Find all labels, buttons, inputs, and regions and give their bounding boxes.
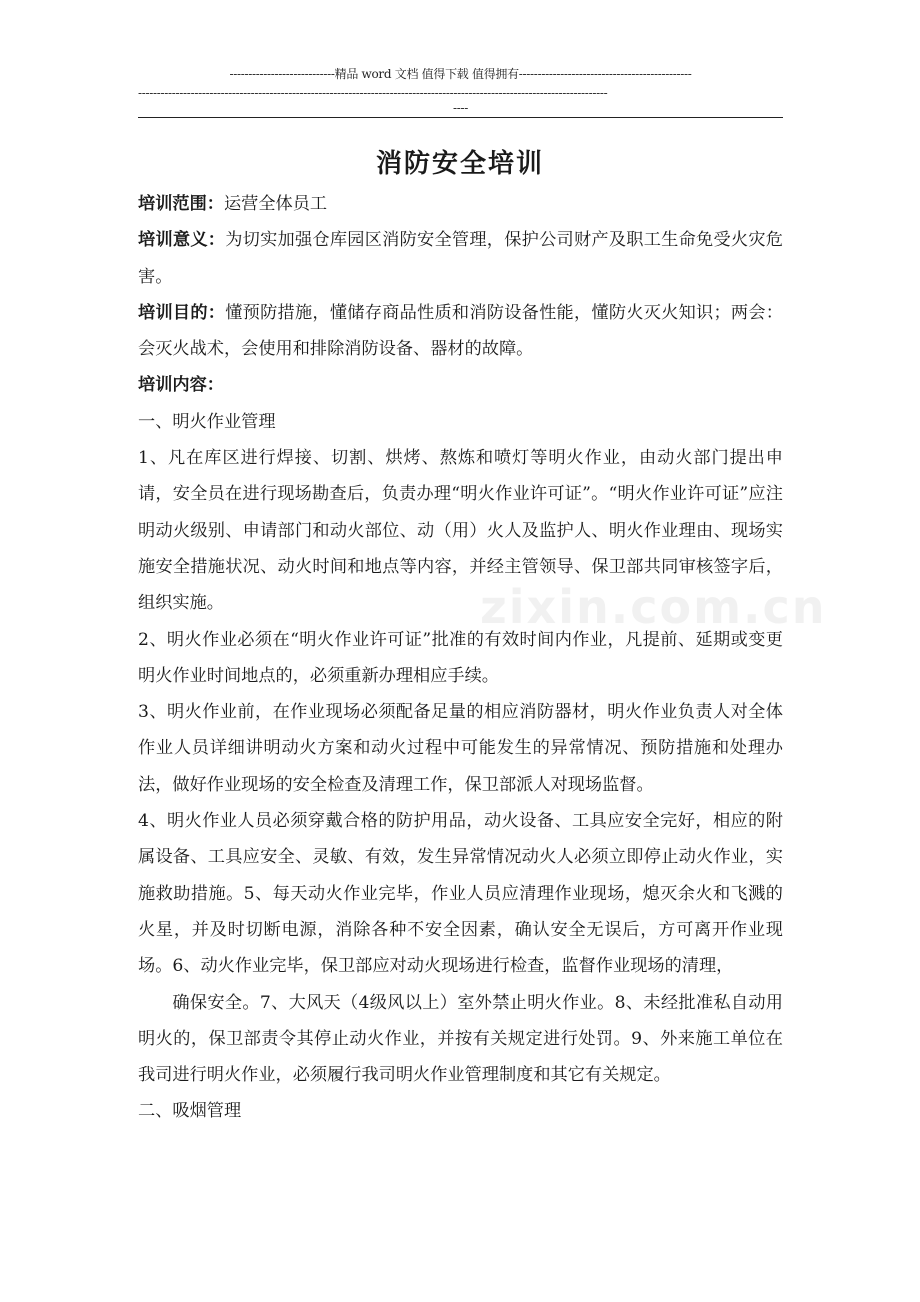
- header-dash-line-2: -----------------------------------------------------------------------------------------------------------------------------: [138, 86, 608, 100]
- item-paragraph-2: 2、明火作业必须在“明火作业许可证”批准的有效时间内作业，凡提前、延期或变更明火作业时间地点的，必须重新办理相应手续。: [138, 629, 783, 686]
- meaning-text: 为切实加强仓库园区消防安全管理，保护公司财产及职工生命免受火灾危害。: [138, 230, 783, 287]
- section-2-title: 二、吸烟管理: [138, 1101, 242, 1122]
- scope-text: 运营全体员工: [223, 194, 328, 214]
- header-rule: [138, 117, 783, 118]
- item-paragraph-1: 1、凡在库区进行焊接、切割、烘烤、熬炼和喷灯等明火作业，由动火部门提出申请，安全员在进行现场勘查后，负责办理“明火作业许可证”。“明火作业许可证”应注明动火级别、申请部门和动火部位、动（用）火人及监护人、明火作业理由、现场实施安全措施状况、动火时间和地点等内容，并经主管领导、保卫部共同审核签字后，组织实施。: [138, 448, 783, 614]
- purpose-paragraph: [138, 295, 783, 368]
- watermark: zixin.com.cn: [480, 580, 827, 634]
- header-dash-line-1: ----------------------------精品 word 文档 值得下载 值得拥有----------------------------------------------: [229, 67, 692, 81]
- document-body: [138, 186, 783, 1130]
- item-paragraph-4: 4、明火作业人员必须穿戴合格的防护用品，动火设备、工具应安全完好，相应的附属设备、工具应安全、灵敏、有效，发生异常情况动火人必须立即停止动火作业，实施救助措施。5、每天动火作业完毕，作业人员应清理作业现场，熄灭余火和飞溅的火星，并及时切断电源，消除各种不安全因素，确认安全无误后，方可离开作业现场。6、动火作业完毕，保卫部应对动火现场进行检查，监督作业现场的清理，: [138, 811, 783, 977]
- document-title: 消防安全培训: [375, 149, 544, 179]
- scope-paragraph: [138, 186, 783, 222]
- item-paragraph-5: 确保安全。7、大风天（4级风以上）室外禁止明火作业。8、未经批准私自动用明火的，保卫部责令其停止动火作业，并按有关规定进行处罚。9、外来施工单位在我司进行明火作业，必须履行我司明火作业管理制度和其它有关规定。: [138, 992, 783, 1086]
- purpose-label: 培训目的：: [138, 302, 226, 323]
- header-dash-line-3: ----: [452, 101, 469, 115]
- section-1-title: 一、明火作业管理: [138, 411, 276, 432]
- meaning-paragraph: [138, 222, 783, 295]
- meaning-label: 培训意义：: [138, 230, 226, 251]
- purpose-text: 懂预防措施，懂储存商品性质和消防设备性能，懂防火灭火知识；两会：会灭火战术，会使用和排除消防设备、器材的故障。: [138, 302, 783, 360]
- item-paragraph-3: 3、明火作业前，在作业现场必须配备足量的相应消防器材，明火作业负责人对全体作业人员详细讲明动火方案和动火过程中可能发生的异常情况、预防措施和处理办法，做好作业现场的安全检查及清理工作，保卫部派人对现场监督。: [138, 702, 783, 795]
- content-label: 培训内容：: [138, 375, 224, 396]
- scope-label: 培训范围：: [138, 194, 224, 214]
